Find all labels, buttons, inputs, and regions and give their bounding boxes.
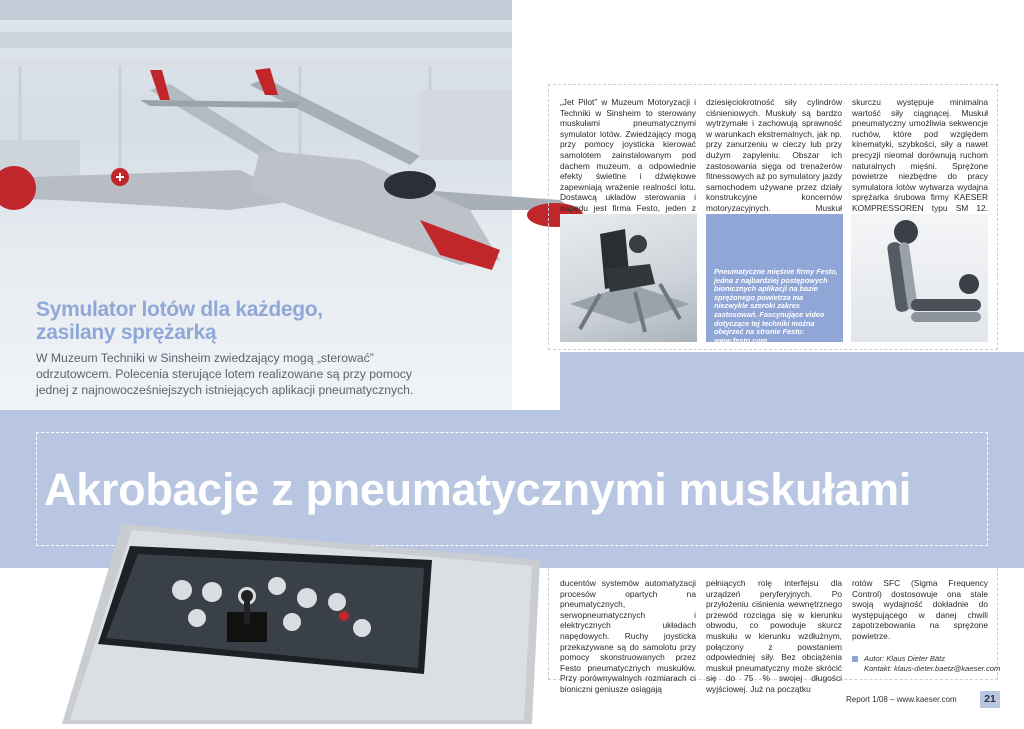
text-column-bottom-2: pełniących rolę interfejsu dla urządzeń peryferyjnych. Po przyłożeniu ciśnienia wewnętrznego przewód rozciąga się w kierunku obwodu, co powoduje skurcz muskułu w kierunku wzdłużnym, połączony z powstaniem odpowiedniej siły. Bez obciążenia muskuł pneumatyczny może skrócić się do 75 % swojej długości wyjściowej. Już na początku	[706, 578, 842, 694]
pneumatic-muscle-arm-photo	[851, 214, 988, 342]
text-column-bottom-3: rotów SFC (Sigma Frequency Control) dostosowuje ona stale swoją wydajność dokładnie do występującego w danej chwili zapotrzebowania na sprężone powietrze.	[852, 578, 988, 641]
author-contact: Kontakt: klaus-dieter.baetz@kaeser.com	[864, 664, 1001, 673]
hero-photo	[0, 0, 512, 410]
hero-title-line-2: zasilany sprężarką	[36, 321, 217, 344]
flight-simulator-seat-photo	[560, 214, 697, 342]
author-name: Autor: Klaus Dieter Bätz	[864, 654, 946, 663]
author-marker	[852, 656, 858, 662]
blue-band-top-extension	[560, 352, 1024, 410]
text-column-top-2: dziesięciokrotność siły cylindrów ciśnieniowych. Muskuły są bardzo wytrzymałe i zachowują sprawność w warunkach ekstremalnych, jak np. przy zanurzeniu w cieczy lub przy dużym zapyleniu. Obszar ich zastosowania sięga od trenażerów fitnessowych aż po symulatory jazdy samochodem używane przez działy konstrukcyjne koncernów motoryzacyjnych. Muskuł	[706, 97, 842, 213]
jet-aircraft-photo	[0, 60, 590, 290]
main-title: Akrobacje z pneumatycznymi muskułami	[44, 464, 911, 515]
hero-subtitle	[36, 298, 376, 344]
hero-title-line-1: Symulator lotów dla każdego,	[36, 298, 323, 321]
page-number: 21	[984, 693, 996, 705]
cockpit-panel-photo	[62, 520, 542, 724]
text-column-bottom-1: ducentów systemów automatyzacji procesów opartych na pneumatycznych, serwopneumatycznych i elektrycznych układach napędowych. Ruchy joysticka przekazywane są do samolotu przy pomocy skonstruowanych przez Festo pneumatycznych muskułów. Przy porównywalnych rozmiarach ci bioniczni geniusze osiągają	[560, 578, 696, 694]
text-column-top-3: skurczu występuje minimalna wartość siły ciągnącej. Muskuł pneumatyczny umożliwia sekwencje ruchów, które pod względem kinematyki, szybkości, siły a nawet precyzji nieomal dorównują ruchom naturalnych mięśni. Sprężone powietrze niezbędne do pracy symulatora lotów wytwarza wydajna sprężarka śrubowa firmy KAESER KOMPRESSOREN typu SM 12.	[852, 97, 988, 213]
text-column-top-1: „Jet Pilot” w Muzeum Motoryzacji i Techniki w Sinsheim to sterowany muskułami pneumatycznymi symulator lotów. Zwiedzający mogą przy pomocy joysticka kierować samolotem zainstalowanym pod dachem muzeum, a odpowiednie efekty świetlne i dźwiękowe zapewniają wrażenie realności lotu. Dostawcą układów sterowania i napędu jest firma Festo, jeden z	[560, 97, 696, 213]
caption-text: Pneumatyczne mięśnie firmy Festo, jedna z najbardziej postępowych bionicznych aplikacji na bazie sprężonego powietrza ma niezwykle szeroki zakres zastosowań. Fascynujące video dotyczące tej techniki można obejrzeć na stronie Festo: www.festo.com	[714, 267, 838, 345]
hero-lead-paragraph: W Muzeum Techniki w Sinsheim zwiedzający mogą „sterować” odrzutowcem. Polecenia sterujące lotem realizowane są przy pomocy jednej z najnowocześniejszych istniejących aplikacji pneumatycznych.	[36, 351, 414, 397]
footer-report-text: Report 1/08 – www.kaeser.com	[846, 695, 957, 704]
